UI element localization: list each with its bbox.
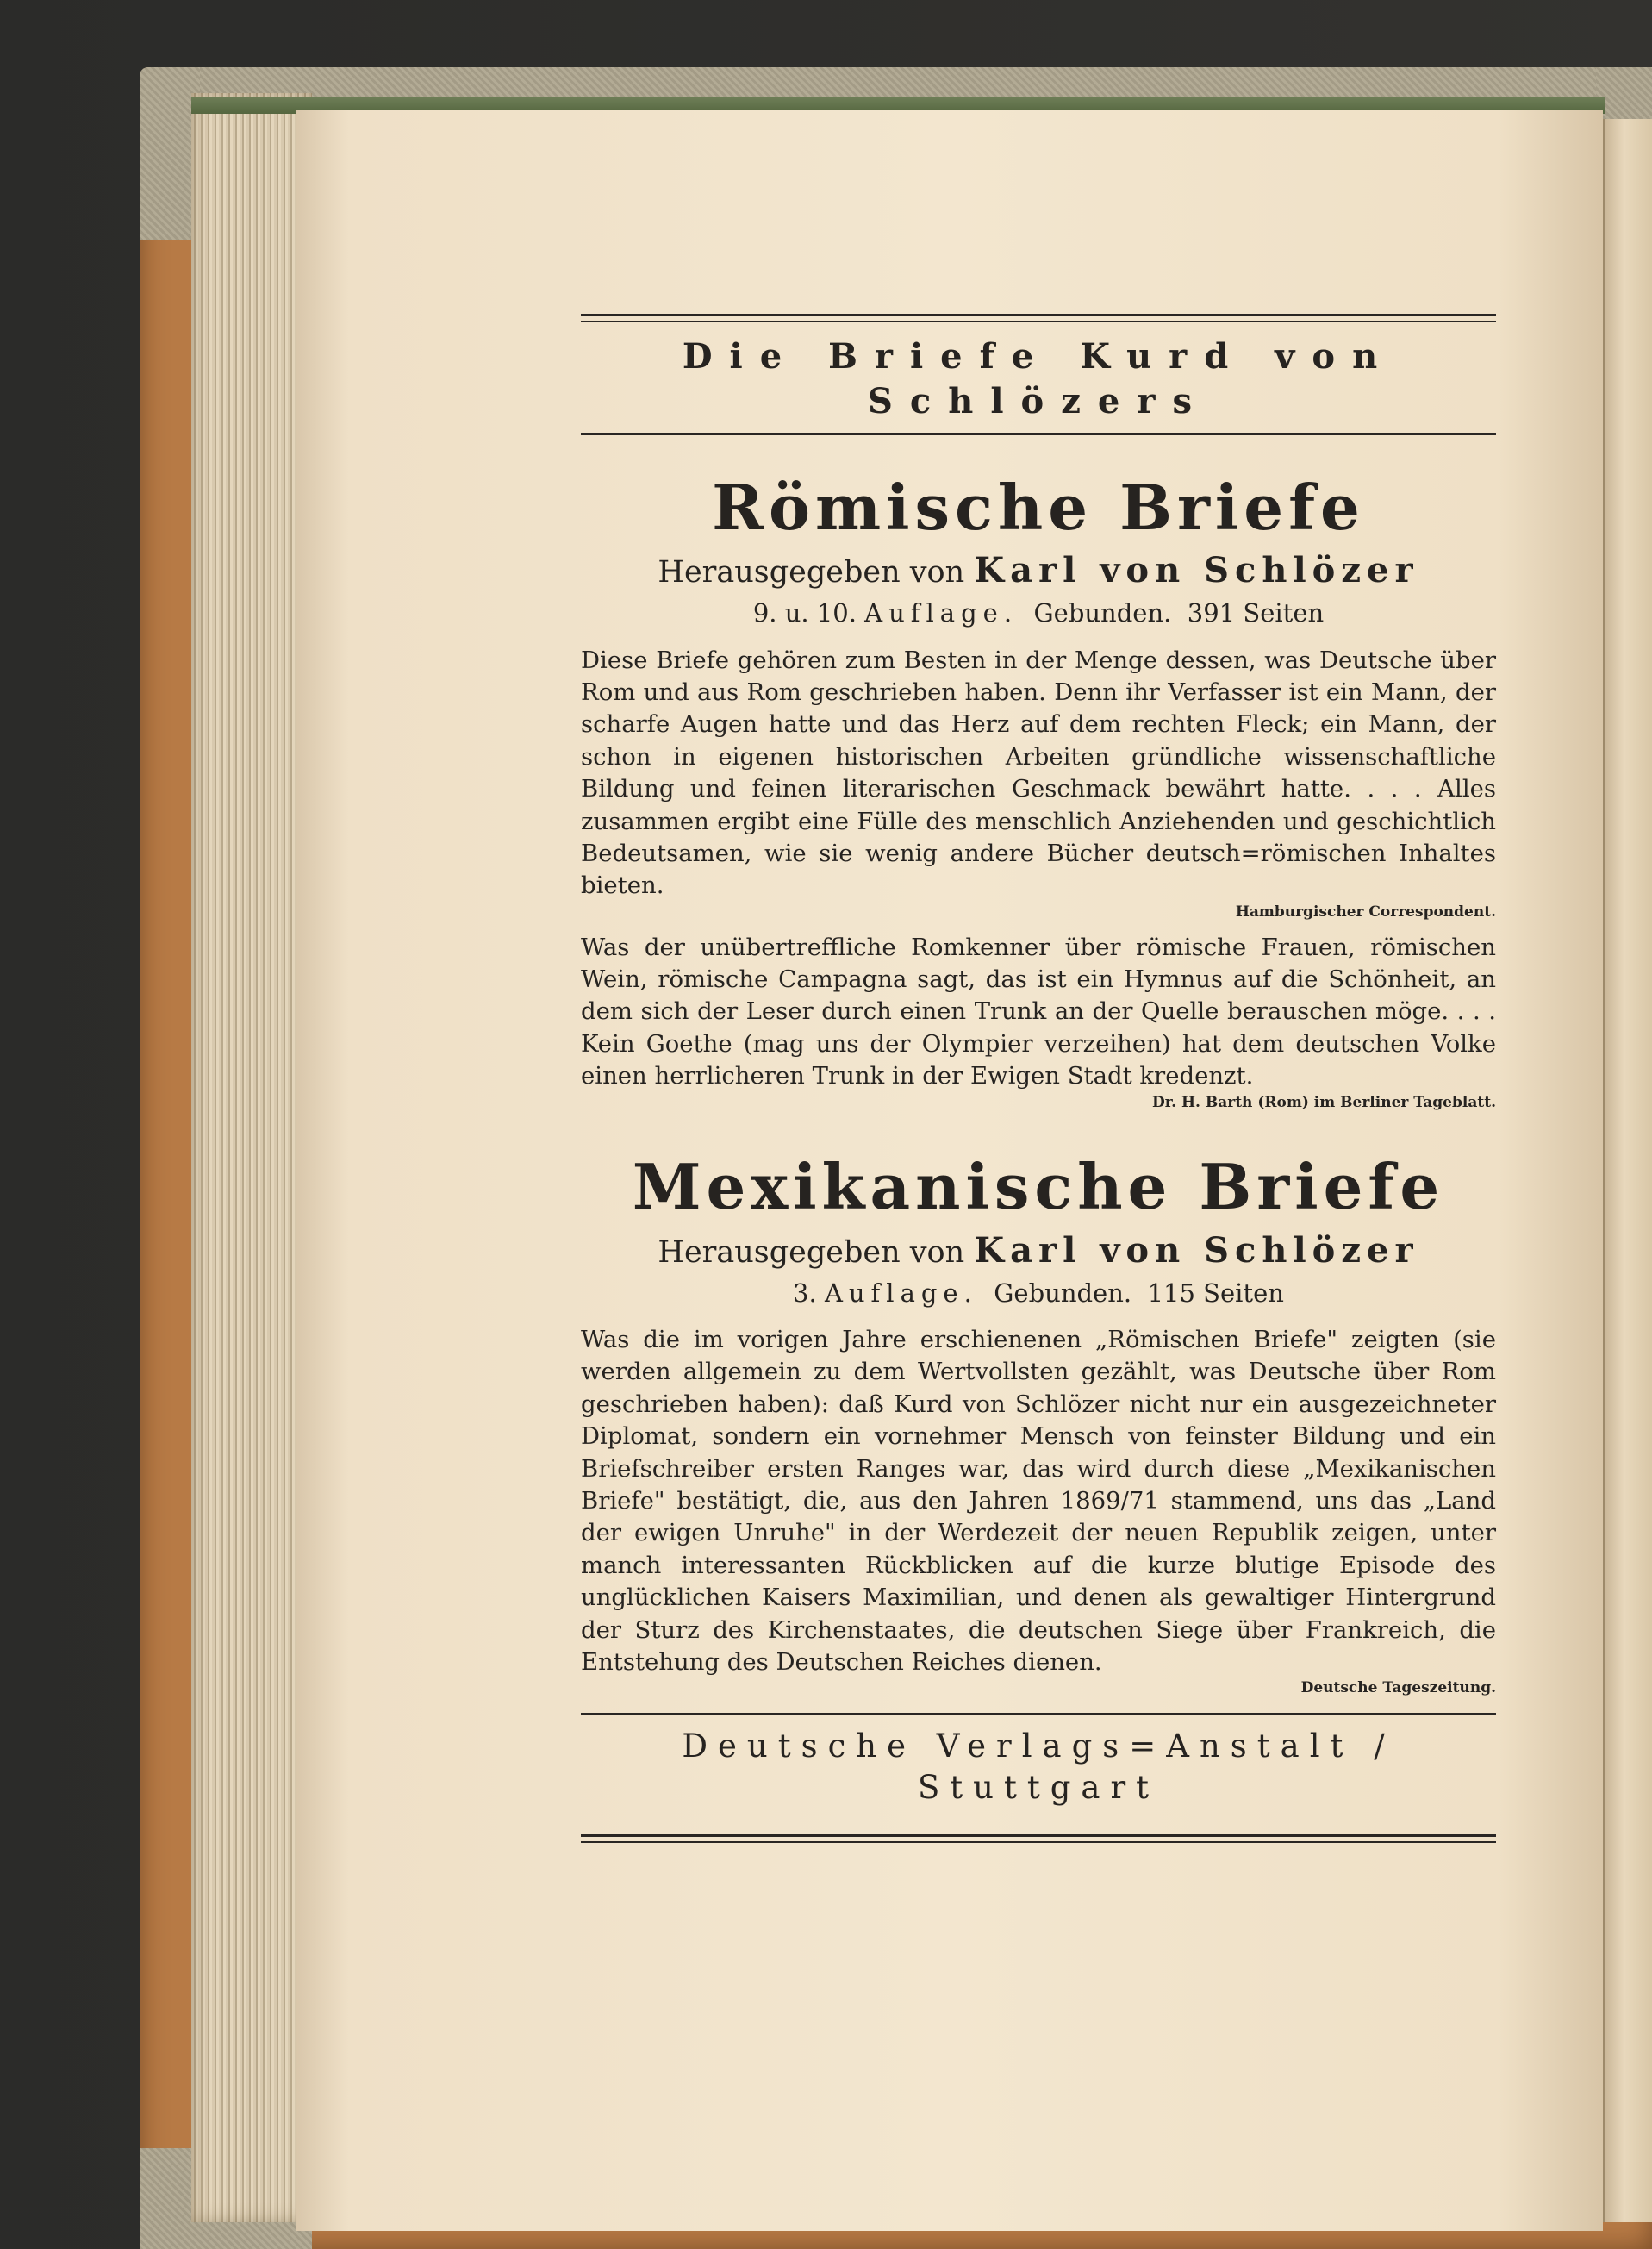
page-count: 391 Seiten (1187, 598, 1325, 628)
edition-line (581, 595, 1496, 633)
book-title: Mexikanische Briefe (632, 1150, 1445, 1224)
editor-name: Karl von Schlözer (974, 1229, 1419, 1271)
review-paragraph: Was der unübertreffliche Romkenner über römische Frauen, römischen Wein, römische Campagna sagt, das ist ein Hymnus auf die Schönheit, an dem sich der Leser durch einen Trunk an der Quelle berauschen möge. . . . Kein Goethe (mag uns der Olympier verzeihen) hat dem deutschen Volke einen herrlicheren Trunk in der Ewigen Stadt kredenzt. (581, 933, 1496, 1090)
edition-word: Auflage. (824, 1278, 978, 1308)
review-source: Dr. H. Barth (Rom) im Berliner Tageblatt. (1151, 1093, 1496, 1111)
binding: Gebunden. (1033, 598, 1172, 628)
edition-line (581, 1275, 1496, 1313)
editor-name: Karl von Schlözer (974, 550, 1419, 591)
book-title: Römische Briefe (712, 471, 1365, 544)
series-rule (581, 433, 1496, 435)
edition-number: 3. (793, 1278, 817, 1308)
editor-prefix: Herausgegeben von (658, 1234, 965, 1270)
top-double-rule (581, 314, 1496, 322)
facing-page-edge (1603, 119, 1652, 2222)
review-source: Deutsche Tageszeitung. (1300, 1679, 1496, 1697)
book-section-mexikanische (581, 1150, 1496, 1699)
page-count: 115 Seiten (1147, 1278, 1284, 1308)
advertisement (581, 314, 1496, 1843)
edition-word: Auflage. (864, 598, 1019, 628)
editor-line (581, 547, 1496, 595)
publisher-line: Deutsche Verlags=Anstalt / Stuttgart (682, 1727, 1395, 1807)
review-source: Hamburgischer Correspondent. (1235, 903, 1496, 921)
edition-number: 9. u. 10. (752, 598, 857, 628)
review-paragraph: Diese Briefe gehören zum Besten in der Menge dessen, was Deutsche über Rom und aus Rom geschrieben haben. Denn ihr Verfasser ist ein Mann, der scharfe Augen hatte und das Herz auf dem rechten Fleck; ein Mann, der schon in eigenen historischen Arbeiten gründliche wissenschaftliche Bildung und feinen literarischen Geschmack bewährt hatte. . . . Alles zusammen ergibt eine Fülle des menschlich Anziehenden und geschichtlich Bedeutsamen, wie sie wenig andere Bücher deutsch=römischen Inhaltes bieten. (581, 646, 1496, 900)
editor-line (581, 1227, 1496, 1275)
series-title: Die Briefe Kurd von Schlözers (682, 336, 1395, 422)
bottom-double-rule (581, 1834, 1496, 1843)
binding: Gebunden. (994, 1278, 1132, 1308)
editor-prefix: Herausgegeben von (658, 555, 965, 590)
page-edges (191, 93, 312, 2222)
book-section-roemische (581, 473, 1496, 1113)
review-paragraph: Was die im vorigen Jahre erschienenen „Römischen Briefe" zeigten (sie werden allgemein zu dem Wertvollsten gezählt, was Deutsche über Rom geschrieben haben): daß Kurd von Schlözer nicht nur ein ausgezeichneter Diplomat, sondern ein vornehmer Mensch von feinster Bildung und ein Briefschreiber ersten Ranges war, das wird durch diese „Mexikanischen Briefe" bestätigt, die, aus den Jahren 1869/71 stammend, uns das „Land der ewigen Unruhe" in der Werdezeit der neuen Republik zeigen, unter manch interessanten Rückblicken auf die kurze blutige Episode des unglücklichen Kaisers Maximilian, und denen als gewaltiger Hintergrund der Sturz des Kirchenstaates, die deutschen Siege über Frankreich, die Entstehung des Deutschen Reiches dienen. (581, 1326, 1496, 1676)
